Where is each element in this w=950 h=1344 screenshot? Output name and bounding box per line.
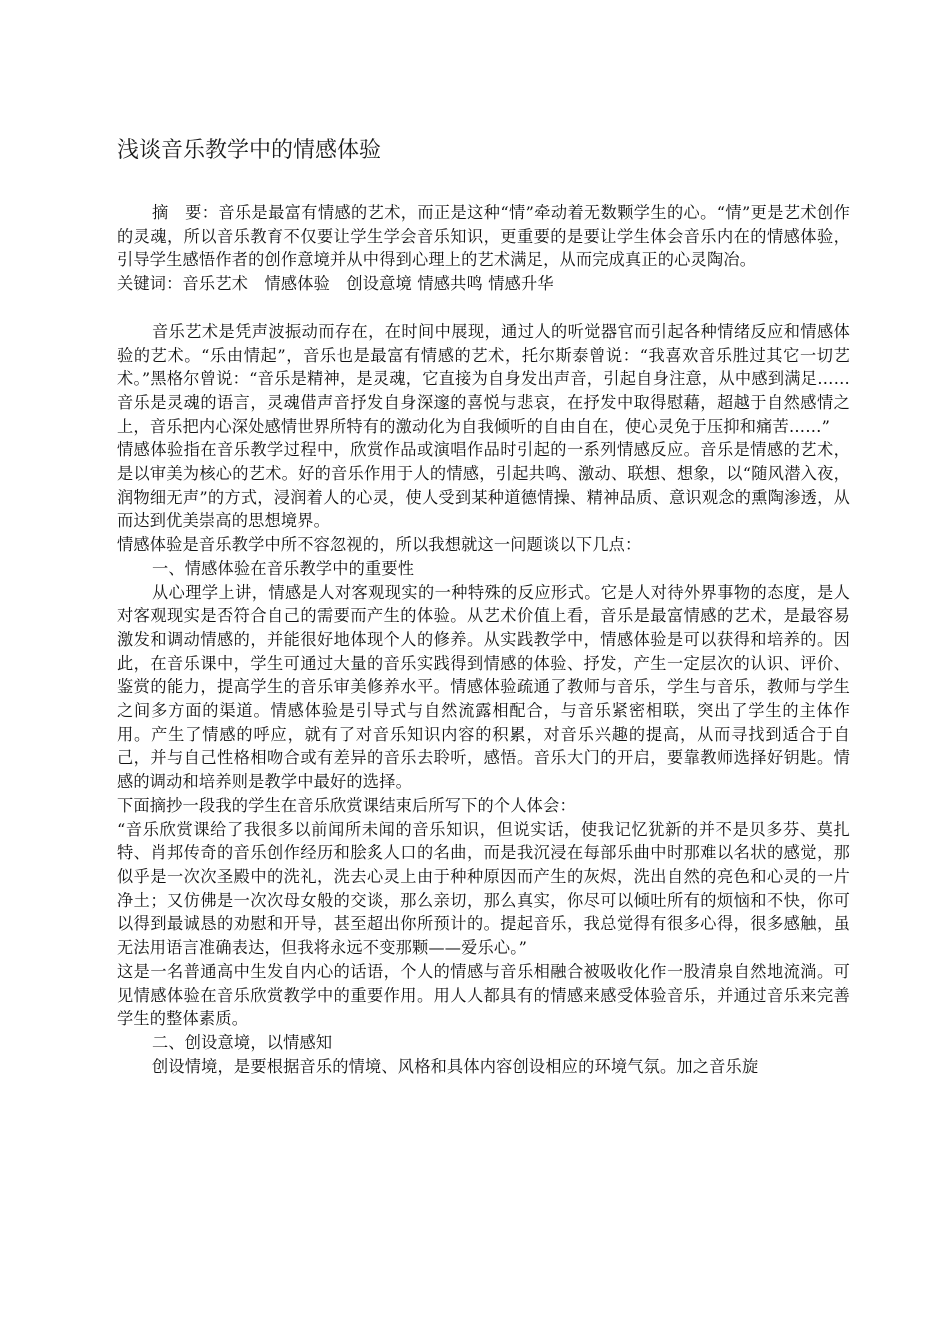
body-paragraph-transition: 情感体验是音乐教学中所不容忽视的，所以我想就这一问题谈以下几点： bbox=[117, 535, 642, 555]
section-heading-2: 二、创设意境，以情感知 bbox=[152, 1032, 333, 1052]
body-paragraph-intro: 音乐艺术是凭声波振动而存在，在时间中展现，通过人的听觉器官而引起各种情绪反应和情感体验的艺术。“乐由情起”，音乐也是最富有情感的艺术，托尔斯泰曾说：“我喜欢音乐胜过其它一切艺术。”黑格尔曾说：“音乐是精神，是灵魂，它直接为自身发出声音，引起自身注意，从中感到满足……音乐是灵魂的语言，灵魂借声音抒发自身深邃的喜悦与悲哀，在抒发中取得慰藉，超越于自然感情之上，音乐把内心深处感情世界所特有的激动化为自我倾听的自由自在，使心灵免于压抑和痛苦……” bbox=[117, 321, 850, 436]
section-heading-1: 一、情感体验在音乐教学中的重要性 bbox=[152, 558, 415, 578]
document-body bbox=[117, 201, 850, 1078]
abstract-paragraph: 摘 要：音乐是最富有情感的艺术，而正是这种“情”牵动着无数颗学生的心。“情”更是艺术创作的灵魂，所以音乐教育不仅要让学生学会音乐知识，更重要的是要让学生体会音乐内在的情感体验，引导学生感悟作者的创作意境并从中得到心理上的艺术满足，从而完成真正的心灵陶冶。 bbox=[117, 203, 850, 270]
body-paragraph-excerpt-intro: 下面摘抄一段我的学生在音乐欣赏课结束后所写下的个人体会： bbox=[117, 795, 576, 815]
body-paragraph-context: 创设情境，是要根据音乐的情境、风格和具体内容创设相应的环境气氛。加之音乐旋 bbox=[152, 1056, 759, 1076]
student-quote-paragraph: “音乐欣赏课给了我很多以前闻所未闻的音乐知识，但说实话，使我记忆犹新的并不是贝多芬、莫扎特、肖邦传奇的音乐创作经历和脍炙人口的名曲，而是我沉浸在每部乐曲中时那难以名状的感觉，那似乎是一次次圣殿中的洗礼，洗去心灵上由于种种原因而产生的灰烬，洗出自然的亮色和心灵的一片净土；又仿佛是一次次母女般的交谈，那么亲切，那么真实，你尽可以倾吐所有的烦恼和不快，你可以得到最诚恳的劝慰和开导，甚至超出你所预计的。提起音乐，我总觉得有很多心得，很多感触，虽无法用语言准确表达，但我将永远不变那颗——爱乐心。” bbox=[117, 819, 850, 958]
keywords-line: 关键词：音乐艺术 情感体验 创设意境 情感共鸣 情感升华 bbox=[117, 274, 554, 294]
body-paragraph-psychology: 从心理学上讲，情感是人对客观现实的一种特殊的反应形式。它是人对待外界事物的态度，是人对客观现实是否符合自己的需要而产生的体验。从艺术价值上看，音乐是最富情感的艺术，是最容易激发和调动情感的，并能很好地体现个人的修养。从实践教学中，情感体验是可以获得和培养的。因此，在音乐课中，学生可通过大量的音乐实践得到情感的体验、抒发，产生一定层次的认识、评价、鉴赏的能力，提高学生的音乐审美修养水平。情感体验疏通了教师与音乐，学生与音乐，教师与学生之间多方面的渠道。情感体验是引导式与自然流露相配合，与音乐紧密相联，突出了学生的主体作用。产生了情感的呼应，就有了对音乐知识内容的积累，对音乐兴趣的提高，从而寻找到适合于自己，并与自己性格相吻合或有差异的音乐去聆听，感悟。音乐大门的开启，要靠教师选择好钥匙。情感的调动和培养则是教学中最好的选择。 bbox=[117, 582, 850, 792]
body-paragraph-definition: 情感体验指在音乐教学过程中，欣赏作品或演唱作品时引起的一系列情感反应。音乐是情感的艺术，是以审美为核心的艺术。好的音乐作用于人的情感，引起共鸣、激动、联想、想象，以“随风潜入夜，润物细无声”的方式，浸润着人的心灵，使人受到某种道德情操、精神品质、意识观念的熏陶渗透，从而达到优美崇高的思想境界。 bbox=[117, 440, 850, 531]
document-title: 浅谈音乐教学中的情感体验 bbox=[117, 138, 382, 163]
paragraph-spacer bbox=[117, 296, 850, 320]
body-paragraph-conclusion: 这是一名普通高中生发自内心的话语，个人的情感与音乐相融合被吸收化作一股清泉自然地流淌。可见情感体验在音乐欣赏教学中的重要作用。用人人都具有的情感来感受体验音乐，并通过音乐来完善学生的整体素质。 bbox=[117, 961, 850, 1029]
